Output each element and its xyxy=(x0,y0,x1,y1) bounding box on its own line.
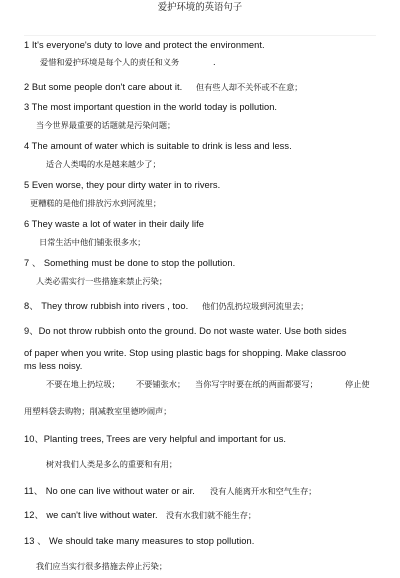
sentence-9-english-line-1: 9、Do not throw rubbish onto the ground. Do not waste water. Use both sides xyxy=(24,326,347,336)
document-title: 爱护环境的英语句子 xyxy=(157,2,243,13)
sentence-6-english: 6 They waste a lot of water in their daily life xyxy=(24,219,204,229)
sentence-1-trailing-mark: . xyxy=(213,57,216,67)
sentence-9-chinese-line-2: 用塑料袋去购物；削减教室里德吵闹声； xyxy=(24,406,172,416)
sentence-8-english: 8、 They throw rubbish into rivers , too. xyxy=(24,301,189,311)
sentence-7-chinese: 人类必需实行一些措施来禁止污染； xyxy=(36,276,168,286)
sentence-7-english: 7 、 Something must be done to stop the pollution. xyxy=(24,258,236,268)
sentence-1-english: 1 It's everyone's duty to love and protect the environment. xyxy=(24,40,265,50)
faint-rule xyxy=(24,35,376,36)
sentence-10-english: 10、Planting trees, Trees are very helpful and important for us. xyxy=(24,434,287,444)
sentence-5-english: 5 Even worse, they pour dirty water in to rivers. xyxy=(24,180,221,190)
sentence-9-english-line-3: ms less noisy. xyxy=(24,361,83,371)
sentence-9-chinese-part-2: 不要铺张水； xyxy=(136,379,186,389)
sentence-11-chinese: 没有人能离开水和空气生存； xyxy=(210,486,317,496)
sentence-8-chinese: 他们仍乱扔垃圾到河流里去； xyxy=(202,301,309,311)
sentence-9-chinese-part-1: 不要在地上扔垃圾； xyxy=(46,379,120,389)
sentence-9-english-line-2: of paper when you write. Stop using plastic bags for shopping. Make classroo xyxy=(24,348,347,358)
sentence-12-chinese: 没有水我们就不能生存； xyxy=(166,510,257,520)
sentence-4-chinese: 适合人类喝的水是越来越少了； xyxy=(46,159,161,169)
sentence-3-english: 3 The most important question in the world today is pollution. xyxy=(24,102,278,112)
sentence-6-chinese: 日常生活中他们铺张很多水； xyxy=(39,237,146,247)
sentence-10-chinese: 树对我们人类是多么的重要和有用； xyxy=(46,459,178,469)
sentence-13-english: 13 、 We should take many measures to stop pollution. xyxy=(24,536,255,546)
sentence-3-chinese: 当今世界最重要的话题就是污染问题； xyxy=(36,120,176,130)
sentence-2-english: 2 But some people don't care about it. xyxy=(24,82,183,92)
sentence-4-english: 4 The amount of water which is suitable to drink is less and less. xyxy=(24,141,292,151)
sentence-5-chinese: 更糟糕的是他们排放污水到河流里； xyxy=(30,198,162,208)
sentence-13-chinese: 我们应当实行很多措施去停止污染； xyxy=(36,561,168,571)
sentence-2-chinese: 但有些人却不关怀或不在意； xyxy=(196,82,303,92)
sentence-9-chinese-part-3: 当你写字时要在纸的两面都要写； xyxy=(195,379,318,389)
sentence-1-chinese: 爱惜和爱护环境是每个人的责任和义务 xyxy=(40,57,180,67)
sentence-11-english: 11、 No one can live without water or air. xyxy=(24,486,195,496)
sentence-9-chinese-part-4: 停止使 xyxy=(345,379,370,389)
sentence-12-english: 12、 we can't live without water. xyxy=(24,510,158,520)
